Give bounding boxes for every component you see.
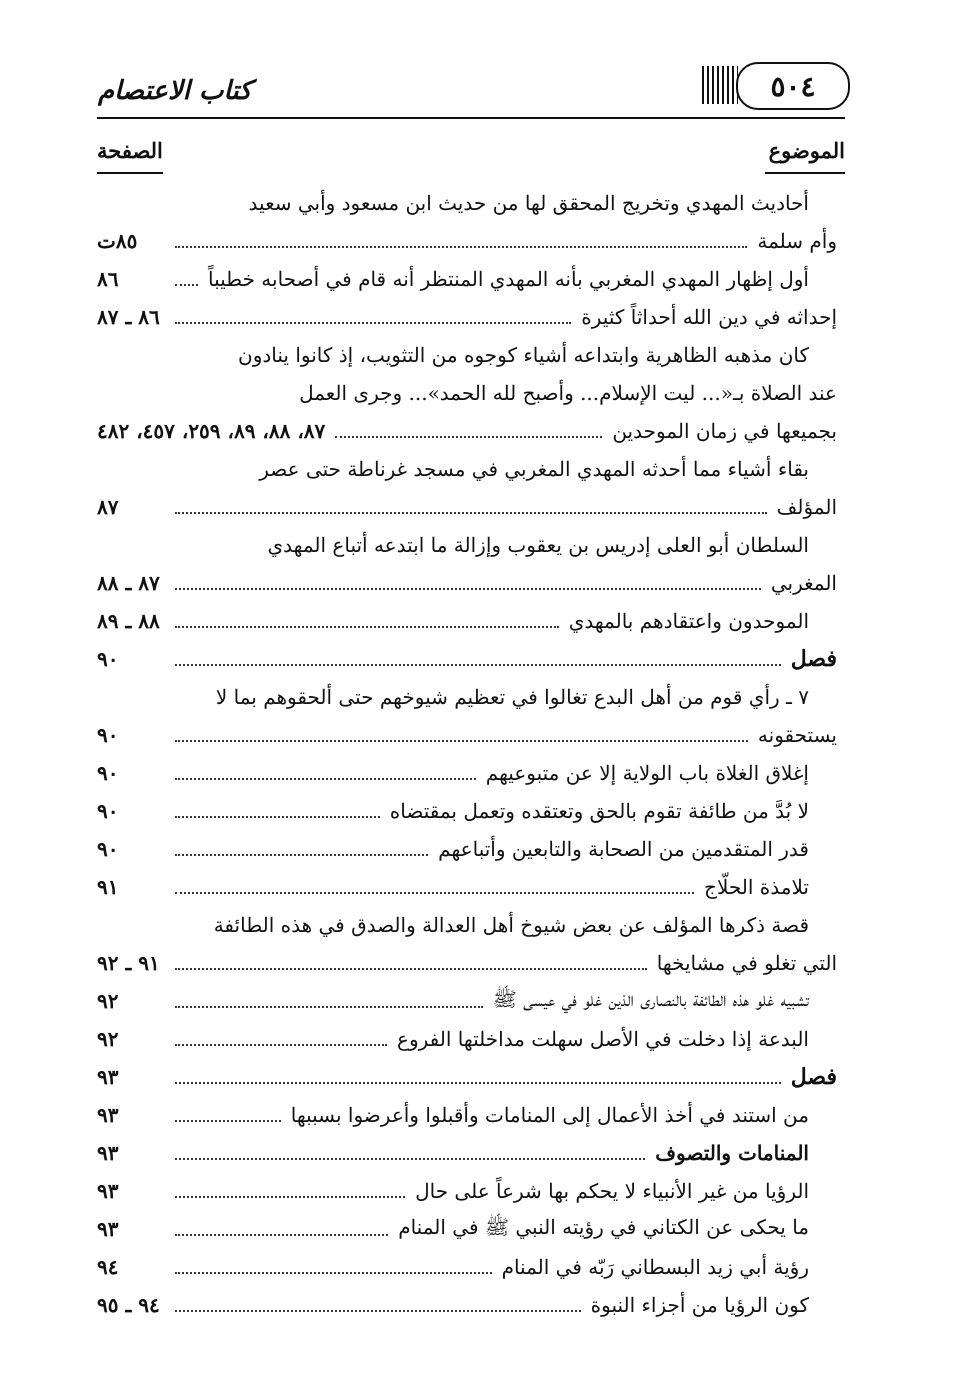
- leader-dots: [175, 1272, 492, 1274]
- entry-topic: إغلاق الغلاة باب الولاية إلا عن متبوعيهم: [485, 761, 809, 785]
- index-entry: [97, 336, 837, 374]
- index-entry: [97, 564, 837, 602]
- leader-dots: [175, 778, 476, 780]
- entry-topic: البدعة إذا دخلت في الأصل سهلت مداخلتها الفروع: [397, 1027, 809, 1051]
- index-entry: [97, 982, 837, 1020]
- leader-dots: [175, 512, 767, 514]
- entry-page: ٩٠: [97, 799, 119, 823]
- entry-subheading: المنامات والتصوف: [655, 1141, 809, 1165]
- topic-column-label: الموضوع: [768, 138, 845, 163]
- index-entry: [97, 222, 837, 260]
- index-entry: [97, 678, 837, 716]
- entry-page: ٩٢: [97, 1027, 119, 1051]
- entry-page: ٩٣: [97, 1141, 119, 1165]
- index-entry: [97, 450, 837, 488]
- entry-topic: ما يحكى عن الكتاني في رؤيته النبي ﷺ في المنام: [398, 1214, 809, 1239]
- entry-topic: عند الصلاة بـ«... ليت الإسلام... وأصبح لله الحمد»... وجرى العمل: [299, 381, 837, 405]
- leader-dots: [175, 892, 694, 894]
- leader-dots: [175, 1082, 781, 1084]
- index-entry: [97, 526, 837, 564]
- entry-topic: أحاديث المهدي وتخريج المحقق لها من حديث ابن مسعود وأبي سعيد: [248, 191, 809, 215]
- index-entry: [97, 260, 837, 298]
- entry-page: ٨٧: [97, 495, 119, 519]
- leader-dots: [175, 284, 198, 286]
- entry-page: ٩٣: [97, 1103, 119, 1127]
- leader-dots: [175, 246, 747, 248]
- entry-page: ٨٨ ـ ٨٩: [97, 609, 160, 633]
- leader-dots: [175, 664, 781, 666]
- index-entry: [97, 298, 837, 336]
- entry-topic: كون الرؤيا من أجزاء النبوة: [590, 1293, 809, 1317]
- page-number-frame: [736, 62, 850, 110]
- entry-topic: أول إظهار المهدي المغربي بأنه المهدي المنتظر أنه قام في أصحابه خطيباً: [208, 267, 809, 291]
- section-heading: فصل: [790, 646, 837, 672]
- index-entry: [97, 830, 837, 868]
- entry-topic: التي تغلو في مشايخها: [656, 951, 837, 975]
- entry-page: ٨٦ ـ ٨٧: [97, 305, 160, 329]
- leader-dots: [175, 816, 380, 818]
- page-column-rule: [97, 172, 163, 174]
- leader-dots: [175, 1006, 483, 1008]
- leader-dots: [175, 626, 559, 628]
- index-entry: [97, 1058, 837, 1096]
- entry-page: ٩٤: [97, 1255, 119, 1279]
- entry-page: ٩٤ ـ ٩٥: [97, 1293, 160, 1317]
- entry-page: ٩٠: [97, 647, 119, 671]
- entry-topic: يستحقونه: [757, 723, 837, 747]
- index-entry: [97, 374, 837, 412]
- index-entry: [97, 944, 837, 982]
- index-entry: [97, 412, 837, 450]
- entry-topic: قصة ذكرها المؤلف عن بعض شيوخ أهل العدالة والصدق في هذه الطائفة: [213, 913, 809, 937]
- leader-dots: [175, 1158, 645, 1160]
- entry-topic: رؤية أبي زيد البسطاني رَبّه في المنام: [501, 1255, 809, 1279]
- entry-topic: المغربي: [770, 571, 837, 595]
- leader-dots: [175, 1044, 387, 1046]
- leader-dots: [175, 1310, 581, 1312]
- leader-dots: [175, 322, 571, 324]
- entry-page: ٩١ ـ ٩٢: [97, 951, 160, 975]
- entry-topic: الموحدون واعتقادهم بالمهدي: [568, 609, 809, 633]
- entry-page: ٩٠: [97, 761, 119, 785]
- leader-dots: [175, 1120, 281, 1122]
- entry-page: ٩٣: [97, 1179, 119, 1203]
- entry-page: ٩١: [97, 875, 119, 899]
- entry-page: ٨٧ ـ ٨٨: [97, 571, 160, 595]
- leader-dots: [335, 436, 602, 438]
- entry-page: ٩٠: [97, 723, 119, 747]
- entry-topic: بجميعها في زمان الموحدين: [612, 419, 837, 443]
- entry-topic: المؤلف: [776, 495, 837, 519]
- entry-page: ٨٧، ٨٨، ٨٩، ٢٥٩، ٤٥٧، ٤٨٢: [97, 419, 326, 443]
- index-entry: [97, 184, 837, 222]
- index-entry: [97, 792, 837, 830]
- leader-dots: [175, 1234, 388, 1236]
- leader-dots: [175, 740, 748, 742]
- entry-topic: قدر المتقدمين من الصحابة والتابعين وأتباعهم: [438, 837, 809, 861]
- entry-topic: من استند في أخذ الأعمال إلى المنامات وأقبلوا وأعرضوا بسببها: [290, 1103, 809, 1127]
- index-entry: [97, 1020, 837, 1058]
- entry-topic: الرؤيا من غير الأنبياء لا يحكم بها شرعاً على حال: [415, 1179, 809, 1203]
- entry-topic: إحداثه في دين الله أحداثاً كثيرة: [581, 305, 837, 329]
- entry-page: ٩٣: [97, 1217, 119, 1241]
- page-number: ٥٠٤: [770, 69, 816, 103]
- index-entry: [97, 868, 837, 906]
- index-entry: [97, 1172, 837, 1210]
- entry-topic: السلطان أبو العلى إدريس بن يعقوب وإزالة ما ابتدعه أتباع المهدي: [267, 533, 809, 557]
- index-entry: [97, 602, 837, 640]
- entry-topic: كان مذهبه الظاهرية وابتداعه أشياء كوجوه من التثويب، إذ كانوا ينادون: [238, 343, 809, 367]
- index-entry: [97, 488, 837, 526]
- page-column-label: الصفحة: [97, 138, 163, 163]
- entry-topic: تشبيه غلو هذه الطائفة بالنصارى الذين غلو في عيسى ﷺ: [492, 986, 809, 1011]
- entry-topic: تلامذة الحلّاج: [704, 875, 809, 899]
- index-entry: [97, 1286, 837, 1324]
- entry-topic: بقاء أشياء مما أحدثه المهدي المغربي في مسجد غرناطة حتى عصر: [259, 457, 809, 481]
- book-title: كتاب الاعتصام: [98, 76, 252, 106]
- entry-page: ٩٠: [97, 837, 119, 861]
- entry-topic: ٧ ـ رأي قوم من أهل البدع تغالوا في تعظيم شيوخهم حتى ألحقوهم بما لا: [215, 685, 809, 709]
- index-entry: [97, 716, 837, 754]
- index-entry: [97, 1096, 837, 1134]
- index-entry: [97, 1210, 837, 1248]
- header-rule: [97, 117, 845, 119]
- leader-dots: [175, 588, 761, 590]
- topic-column-rule: [765, 172, 845, 174]
- index-entries: [97, 184, 837, 1324]
- index-entry: [97, 906, 837, 944]
- section-heading: فصل: [790, 1064, 837, 1090]
- leader-dots: [175, 968, 647, 970]
- leader-dots: [175, 854, 428, 856]
- index-entry: [97, 1134, 837, 1172]
- index-entry: [97, 640, 837, 678]
- entry-topic: لا بُدَّ من طائفة تقوم بالحق وتعتقده وتعمل بمقتضاه: [389, 799, 809, 823]
- index-entry: [97, 1248, 837, 1286]
- index-entry: [97, 754, 837, 792]
- entry-page: ٨٥ت: [97, 229, 138, 253]
- entry-page: ٨٦: [97, 267, 119, 291]
- leader-dots: [175, 1196, 405, 1198]
- page-header: [90, 58, 850, 118]
- entry-topic: وأم سلمة: [757, 229, 837, 253]
- header-ornament: [702, 66, 738, 104]
- entry-page: ٩٣: [97, 1065, 119, 1089]
- entry-page: ٩٢: [97, 989, 119, 1013]
